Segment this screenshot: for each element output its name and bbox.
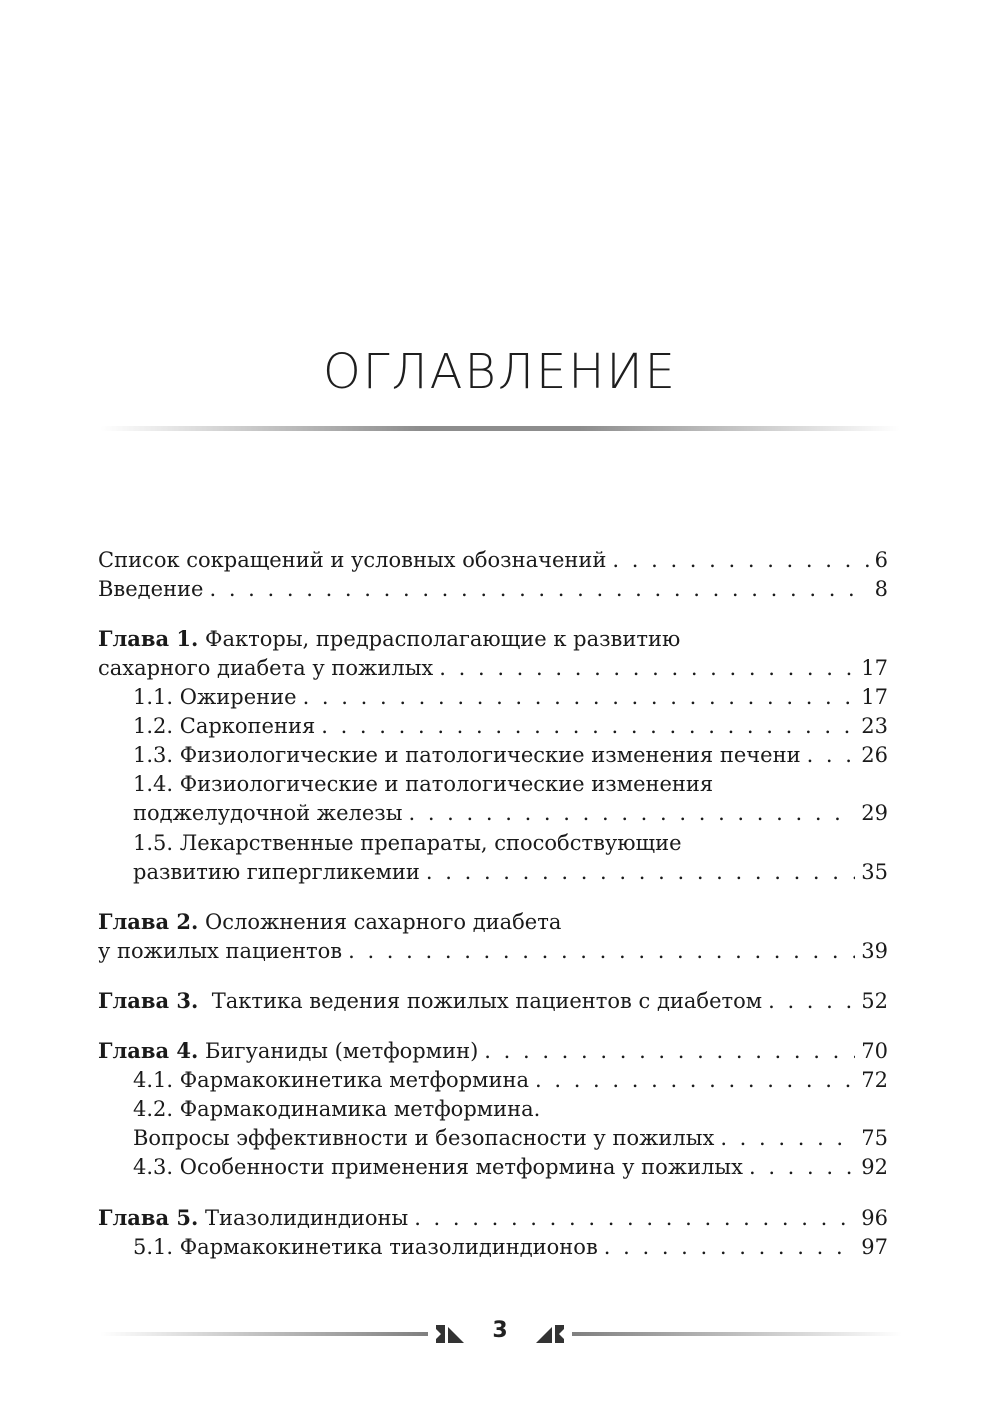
- toc-page-number: 72: [861, 1068, 888, 1092]
- chapter-title: у пожилых пациентов: [98, 939, 343, 963]
- section-title: 4.1. Фармакокинетика метформина: [133, 1068, 529, 1092]
- page-title: ОГЛАВЛЕНИЕ: [323, 344, 677, 400]
- chapter-title: Тактика ведения пожилых пациентов с диабетом: [198, 989, 763, 1013]
- toc-chapter-1-heading-cont[interactable]: [98, 653, 888, 683]
- dot-leader: [348, 936, 855, 966]
- section-title: 1.4. Физиологические и патологические изменения: [133, 772, 714, 796]
- toc-section-1-1[interactable]: [133, 682, 888, 712]
- footer-ornament-right-icon: [534, 1325, 564, 1343]
- dot-leader: [426, 857, 855, 887]
- section-title: 4.2. Фармакодинамика метформина.: [133, 1097, 541, 1121]
- toc-section-1-5[interactable]: [133, 828, 888, 858]
- toc-section-1-4[interactable]: [133, 769, 888, 799]
- toc-page-number: 70: [861, 1039, 888, 1063]
- toc-section-4-1[interactable]: [133, 1065, 888, 1095]
- toc-section-4-2[interactable]: [133, 1094, 888, 1124]
- chapter-label: Глава 4.: [98, 1038, 199, 1063]
- dot-leader: [408, 798, 855, 828]
- toc-page-number: 17: [861, 656, 888, 680]
- dot-leader: [749, 1152, 855, 1182]
- section-title: 1.1. Ожирение: [133, 685, 297, 709]
- toc-section-5-1[interactable]: [133, 1232, 888, 1262]
- dot-leader: [768, 986, 855, 1016]
- section-title: развитию гипергликемии: [133, 860, 420, 884]
- toc-page-number: 26: [861, 743, 888, 767]
- toc-section-1-2[interactable]: [133, 711, 888, 741]
- toc-page-number: 92: [861, 1155, 888, 1179]
- dot-leader: [604, 1232, 855, 1262]
- chapter-label: Глава 2.: [98, 909, 199, 934]
- toc-entry-introduction[interactable]: [98, 574, 888, 604]
- chapter-title: сахарного диабета у пожилых: [98, 656, 434, 680]
- toc-page-number: 52: [861, 989, 888, 1013]
- chapter-title: Осложнения сахарного диабета: [198, 910, 562, 934]
- section-title: поджелудочной железы: [133, 801, 403, 825]
- chapter-label: Глава 3.: [98, 988, 199, 1013]
- dot-leader: [439, 653, 855, 683]
- section-title: Вопросы эффективности и безопасности у пожилых: [133, 1126, 715, 1150]
- toc-page-number: 97: [861, 1235, 888, 1259]
- dot-leader: [321, 711, 855, 741]
- section-title: 1.3. Физиологические и патологические изменения печени: [133, 743, 801, 767]
- toc-page-number: 75: [861, 1126, 888, 1150]
- page-number: 3: [492, 1318, 508, 1343]
- toc-page-number: 17: [861, 685, 888, 709]
- toc-page-number: 23: [861, 714, 888, 738]
- toc-section-4-2-cont[interactable]: [133, 1123, 888, 1153]
- toc-entry-abbreviations[interactable]: [98, 545, 888, 575]
- toc-chapter-5[interactable]: [98, 1203, 888, 1233]
- toc-page-number: 29: [861, 801, 888, 825]
- dot-leader: [484, 1036, 855, 1066]
- chapter-title: Факторы, предрасполагающие к развитию: [198, 627, 681, 651]
- toc-section-4-3[interactable]: [133, 1152, 888, 1182]
- toc-entry-title: Введение: [98, 577, 204, 601]
- section-title: 1.2. Саркопения: [133, 714, 316, 738]
- dot-leader: [303, 682, 856, 712]
- toc-chapter-1-heading[interactable]: [98, 624, 888, 654]
- footer-ornament-left-icon: [436, 1325, 466, 1343]
- chapter-title: Тиазолидиндионы: [198, 1206, 409, 1230]
- toc-chapter-3[interactable]: [98, 986, 888, 1016]
- toc-chapter-2-heading-cont[interactable]: [98, 936, 888, 966]
- toc-entry-title: Список сокращений и условных обозначений: [98, 548, 607, 572]
- toc-page-number: 96: [861, 1206, 888, 1230]
- toc-page-number: 35: [861, 860, 888, 884]
- section-title: 5.1. Фармакокинетика тиазолидиндионов: [133, 1235, 598, 1259]
- toc-section-1-5-cont[interactable]: [133, 857, 888, 887]
- toc-page-number: 6: [874, 548, 888, 572]
- toc-chapter-4[interactable]: [98, 1036, 888, 1066]
- toc-section-1-3[interactable]: [133, 740, 888, 770]
- footer-divider-left: [100, 1332, 428, 1336]
- chapter-label: Глава 1.: [98, 626, 199, 651]
- dot-leader: [720, 1123, 855, 1153]
- section-title: 4.3. Особенности применения метформина у пожилых: [133, 1155, 743, 1179]
- footer-divider-right: [572, 1332, 902, 1336]
- dot-leader: [612, 545, 868, 575]
- toc-section-1-4-cont[interactable]: [133, 798, 888, 828]
- chapter-label: Глава 5.: [98, 1205, 199, 1230]
- dot-leader: [209, 574, 868, 604]
- dot-leader: [535, 1065, 855, 1095]
- section-title: 1.5. Лекарственные препараты, способствующие: [133, 831, 682, 855]
- chapter-title: Бигуаниды (метформин): [198, 1039, 479, 1063]
- title-divider: [100, 426, 900, 431]
- toc-page-number: 39: [861, 939, 888, 963]
- dot-leader: [807, 740, 856, 770]
- toc-page-number: 8: [874, 577, 888, 601]
- dot-leader: [414, 1203, 855, 1233]
- toc-chapter-2-heading[interactable]: [98, 907, 888, 937]
